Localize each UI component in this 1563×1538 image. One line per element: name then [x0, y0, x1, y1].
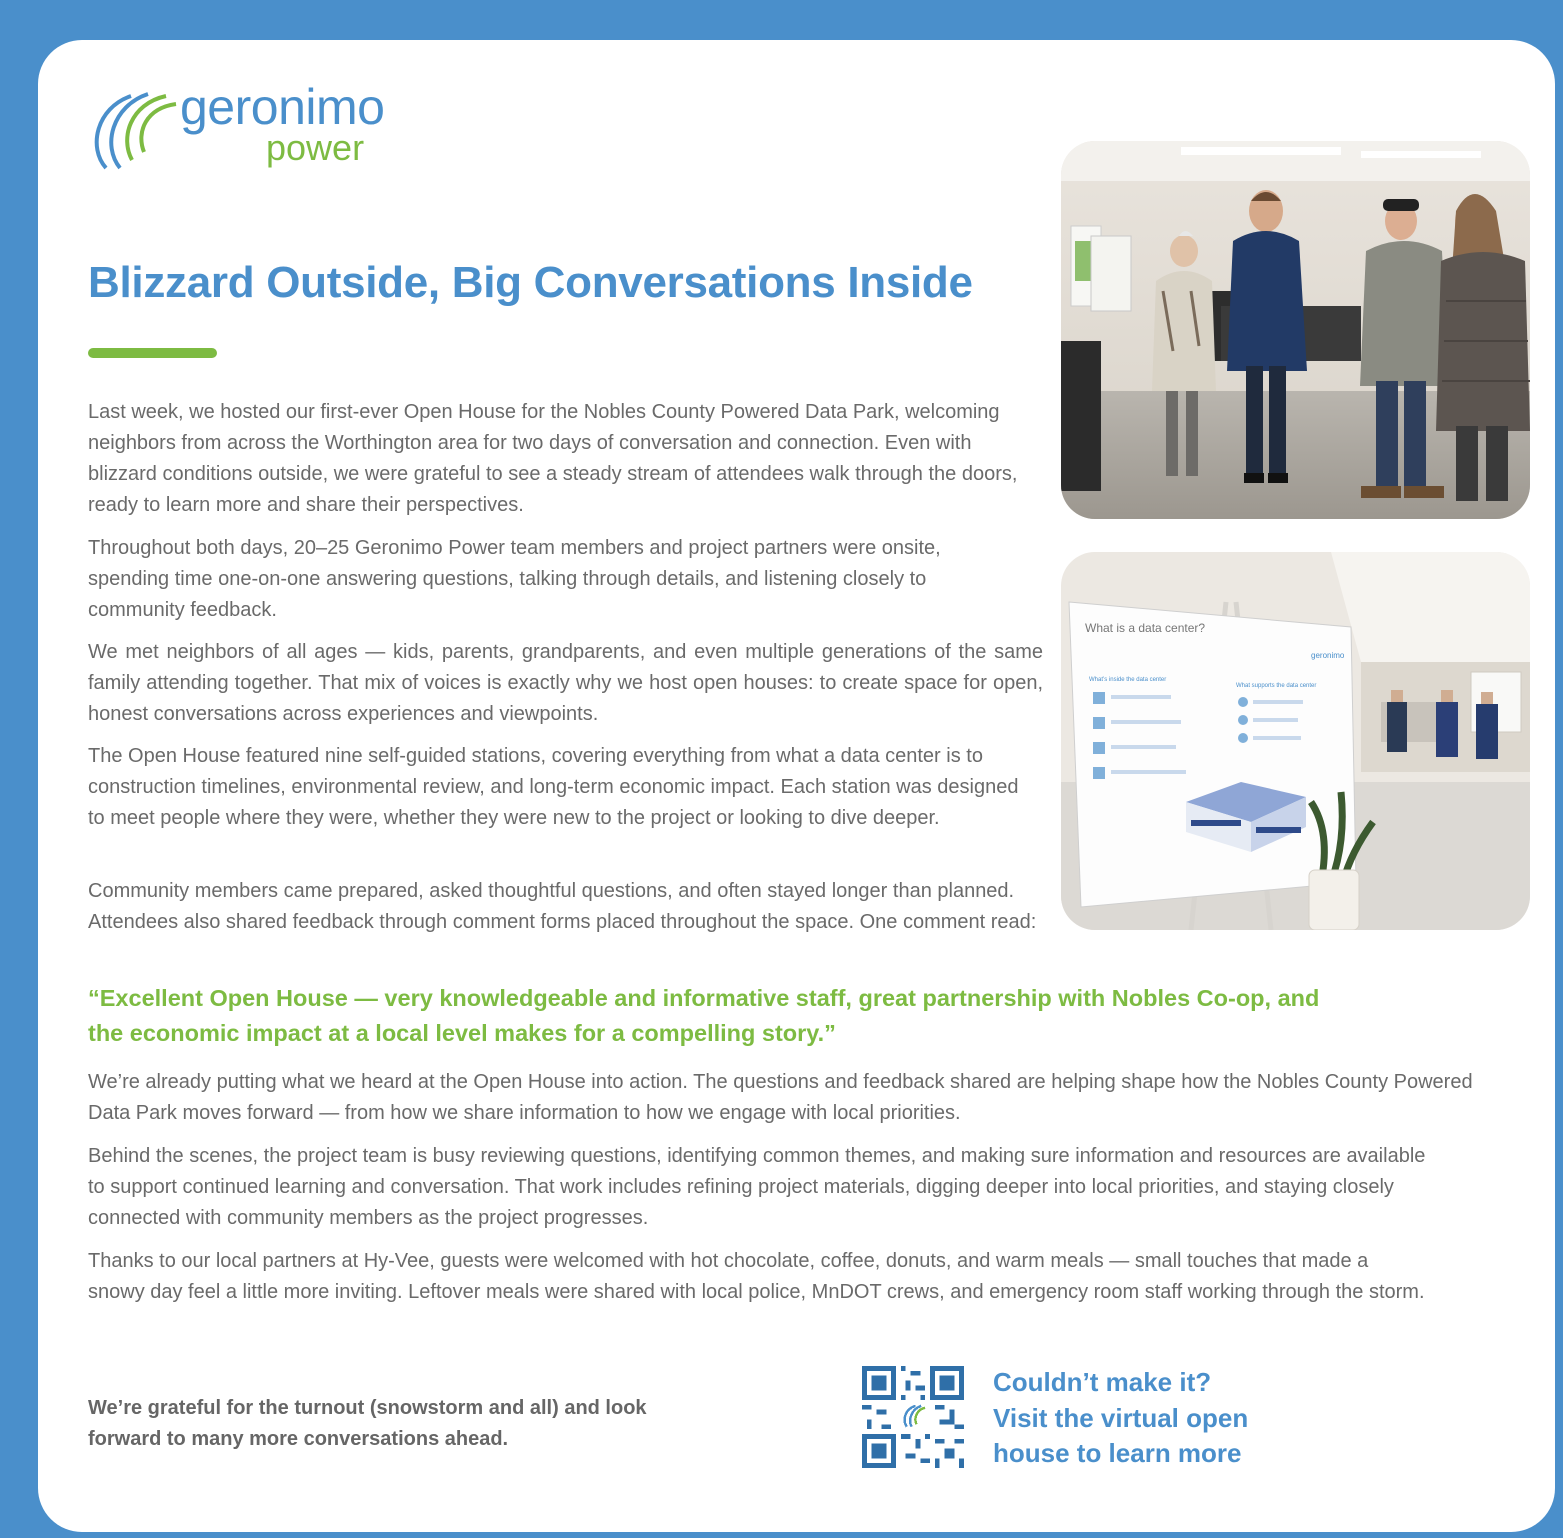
poster-title: What is a data center? — [1085, 621, 1206, 635]
body-paragraph-5: Community members came prepared, asked thoughtful questions, and often stayed longer than planned. Attendees also shared feedback through comment forms placed throughout the space. One comment read: — [88, 880, 1037, 933]
cta-line-2: Visit the virtual open — [993, 1402, 1249, 1433]
body-paragraph-7: Behind the scenes, the project team is busy reviewing questions, identifying common themes, and making sure information and resources are available to support continued learning and conversation. That work includes refining project materials, digging deeper into local priorities, and staying closely connected with community members as the project progresses. — [88, 1145, 1426, 1229]
poster-left-heading: What’s inside the data center — [1089, 677, 1167, 683]
body-paragraph-3: We met neighbors of all ages — kids, parents, grandparents, and even multiple generations of the same family attending together. That mix of voices is exactly why we host open houses: to create space for open, honest conversations across experiences and viewpoints. — [88, 641, 1043, 725]
poster-easel-image — [1061, 552, 1530, 930]
body-paragraph-8: Thanks to our local partners at Hy-Vee, guests were welcomed with hot chocolate, coffee, donuts, and warm meals — small touches that made a snowy day feel a little more inviting. Leftover meals were shared with local police, MnDOT crews, and emergency room staff working through the storm. — [88, 1250, 1425, 1303]
virtual-open-house-callout[interactable] — [993, 1365, 1323, 1472]
virtual-open-house-qr-code[interactable] — [862, 1366, 964, 1468]
body-paragraph-1: Last week, we hosted our first-ever Open House for the Nobles County Powered Data Park, welcoming neighbors from across the Worthington area for two days of conversation and connection. Even with blizzard conditions outside, we were grateful to see a steady stream of attendees walk through the doors, ready to learn more and share their perspectives. — [88, 401, 1018, 516]
poster-right-heading: What supports the data center — [1236, 683, 1317, 689]
body-paragraph-6: We’re already putting what we heard at the Open House into action. The questions and feedback shared are helping shape how the Nobles County Powered Data Park moves forward — from how we share information to how we engage with local priorities. — [88, 1071, 1473, 1124]
logo-wordmark-geronimo: geronimo — [180, 79, 385, 135]
open-house-photo — [1061, 141, 1530, 519]
geronimo-power-logo — [86, 79, 416, 178]
page-title: Blizzard Outside, Big Conversations Inside — [88, 258, 973, 307]
cta-line-3: house to learn more — [993, 1438, 1242, 1468]
title-underline-divider — [88, 348, 217, 358]
cta-line-1: Couldn’t make it? — [993, 1367, 1212, 1397]
logo-wordmark-power: power — [266, 127, 365, 168]
swoosh-logo-icon — [86, 88, 186, 178]
attendees-conversation-image — [1061, 141, 1530, 519]
data-center-poster-photo — [1061, 552, 1530, 930]
attendee-quote: “Excellent Open House — very knowledgeable and informative staff, great partnership with Nobles Co-op, and the economic impact at a local level makes for a compelling story.” — [88, 985, 1320, 1046]
body-paragraph-4: The Open House featured nine self-guided stations, covering everything from what a data center is to construction timelines, environmental review, and long-term economic impact. Each station was designed to meet people where they were, whether they were new to the project or looking to dive deeper. — [88, 745, 1019, 829]
closing-statement: We’re grateful for the turnout (snowstorm and all) and look forward to many more conversations ahead. — [88, 1397, 647, 1450]
body-paragraph-2: Throughout both days, 20–25 Geronimo Power team members and project partners were onsite, spending time one-on-one answering questions, talking through details, and listening closely to community feedback. — [88, 537, 941, 621]
qr-code-icon — [862, 1366, 964, 1468]
poster-logo-text: geronimo — [1311, 651, 1345, 660]
